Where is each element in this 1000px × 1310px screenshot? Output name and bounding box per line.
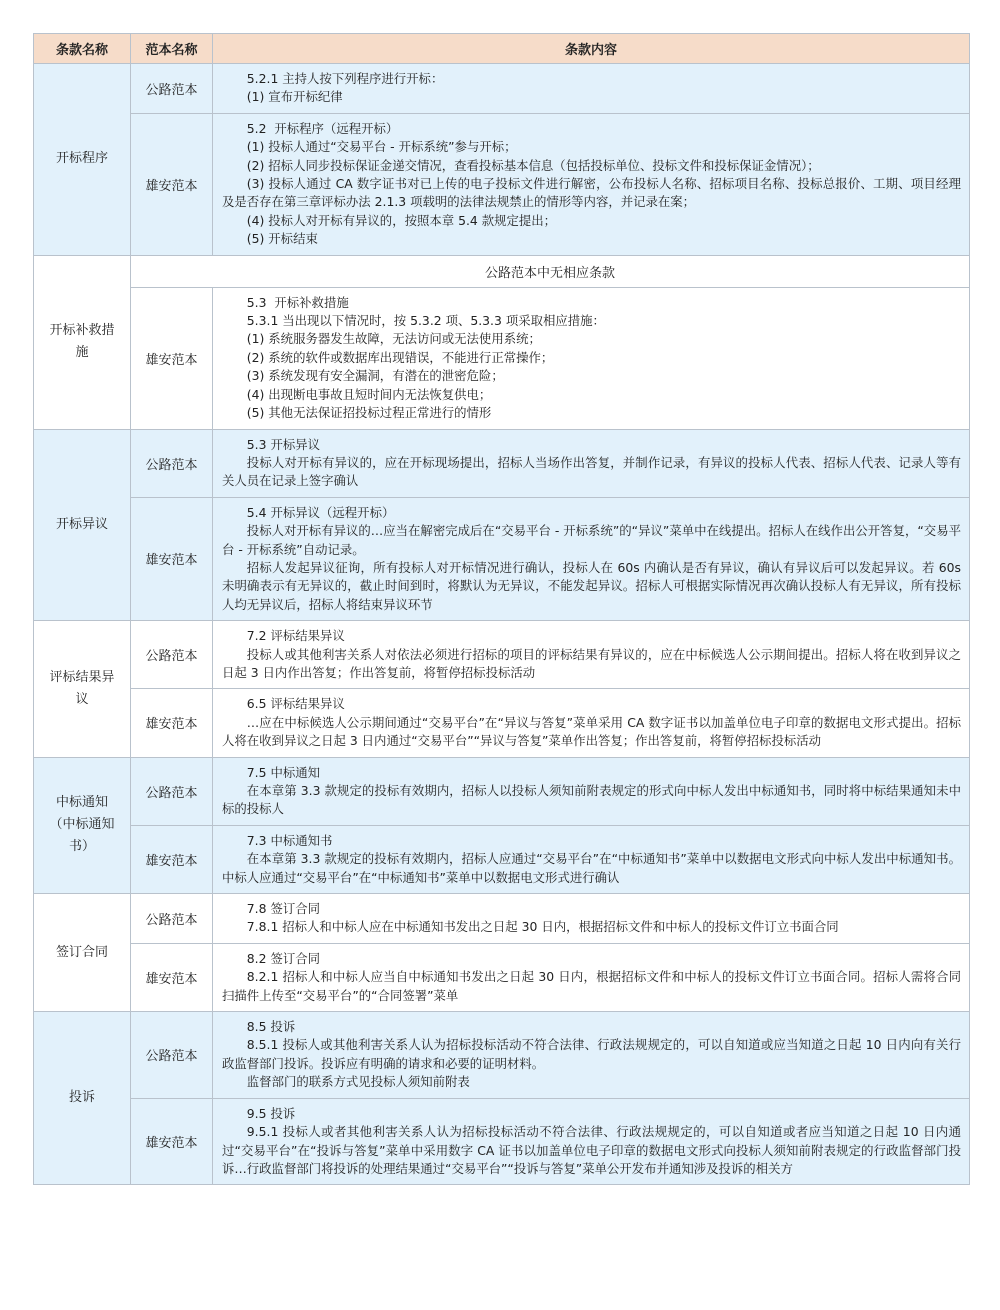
clause-content-cell <box>213 825 970 893</box>
table-row <box>34 757 970 825</box>
model-name-cell: 公路范本 <box>131 757 213 825</box>
clause-content-cell <box>213 757 970 825</box>
clause-name-cell: 开标补救措施 <box>34 255 131 429</box>
clause-content-cell <box>213 64 970 114</box>
clause-text-line: …应在中标候选人公示期间通过“交易平台”在“异议与答复”菜单采用 CA 数字证书以加盖单位电子印章的数据电文形式提出。招标人将在收到异议之日起 3 日内通过“交易平台”“异议与答复”菜单作出答复；作出答复前，将暂停招标投标活动 <box>222 714 961 749</box>
clause-text-line: (1) 宣布开标纪律 <box>246 89 343 105</box>
clause-text-line: 8.2.1 招标人和中标人应当自中标通知书发出之日起 30 日内，根据招标文件和中标人的投标文件订立书面合同。招标人需将合同扫描件上传至“交易平台”的“合同签署”菜单 <box>222 969 961 1003</box>
clause-name-cell: 评标结果异议 <box>34 621 131 757</box>
clause-text-line: 7.2 评标结果异议 <box>246 628 345 644</box>
clause-text-line: (1) 投标人通过“交易平台 - 开标系统”参与开标； <box>246 139 517 155</box>
clause-content-cell <box>213 429 970 497</box>
header-clause-name: 条款名称 <box>34 34 131 64</box>
clause-text-line: 5.2.1 主持人按下列程序进行开标： <box>246 71 444 86</box>
model-name-cell: 公路范本 <box>131 64 213 114</box>
clause-content-cell <box>213 1098 970 1185</box>
clause-comparison-table-wrapper <box>33 33 969 1185</box>
table-header-row <box>34 34 970 64</box>
clause-text-line: (2) 招标人同步投标保证金递交情况，查看投标基本信息（包括投标单位、投标文件和投标保证金情况）； <box>246 157 820 173</box>
clause-content-cell <box>213 894 970 944</box>
clause-text-line: (5) 开标结束 <box>246 231 318 247</box>
table-row <box>34 287 970 429</box>
table-row <box>34 113 970 255</box>
clause-text-line: 7.8 签订合同 <box>246 901 321 917</box>
table-row <box>34 497 970 620</box>
clause-content-cell <box>213 689 970 757</box>
clause-text-line: 5.4 开标异议（远程开标） <box>246 504 395 520</box>
model-name-cell: 公路范本 <box>131 429 213 497</box>
clause-text-line: (3) 投标人通过 CA 数字证书对已上传的电子投标文件进行解密，公布投标人名称、招标项目名称、投标总报价、工期、项目经理及是否存在第三章评标办法 2.1.3 项载明的法律法规禁止的情形等内容，并记录在案； <box>222 176 961 210</box>
clause-text-line: (5) 其他无法保证招投标过程正常进行的情形 <box>246 405 492 421</box>
clause-text-line: (1) 系统服务器发生故障，无法访问或无法使用系统； <box>246 331 541 347</box>
table-row <box>34 1098 970 1185</box>
clause-text-line: (2) 系统的软件或数据库出现错误，不能进行正常操作； <box>246 349 554 365</box>
header-clause-content: 条款内容 <box>213 34 970 64</box>
clause-text-line: 5.3.1 当出现以下情况时，按 5.3.2 项、5.3.3 项采取相应措施： <box>246 313 605 329</box>
clause-name-cell: 投诉 <box>34 1012 131 1185</box>
clause-content-cell <box>213 1012 970 1099</box>
clause-name-cell: 开标异议 <box>34 429 131 621</box>
table-body <box>34 64 970 1185</box>
model-name-cell: 公路范本 <box>131 1012 213 1099</box>
clause-text-line: 投标人对开标有异议的…应当在解密完成后在“交易平台 - 开标系统”的“异议”菜单中在线提出。招标人在线作出公开答复，“交易平台 - 开标系统”自动记录。 <box>222 523 961 557</box>
table-row <box>34 689 970 757</box>
clause-content-cell <box>213 943 970 1011</box>
clause-text-line: 7.8.1 招标人和中标人应在中标通知书发出之日起 30 日内，根据招标文件和中标人的投标文件订立书面合同 <box>246 919 839 935</box>
clause-content-cell <box>213 287 970 429</box>
model-name-cell: 雄安范本 <box>131 943 213 1011</box>
table-row <box>34 825 970 893</box>
table-row <box>34 255 970 287</box>
table-row <box>34 943 970 1011</box>
clause-comparison-table <box>33 33 970 1185</box>
model-name-cell: 公路范本 <box>131 894 213 944</box>
clause-text-line: 8.5.1 投标人或其他利害关系人认为招标投标活动不符合法律、行政法规规定的，可以自知道或应当知道之日起 10 日内向有关行政监督部门投诉。投诉应有明确的请求和必要的证明材料。 <box>222 1037 961 1071</box>
clause-text-line: 5.3 开标异议 <box>246 436 321 452</box>
model-name-cell: 雄安范本 <box>131 689 213 757</box>
clause-text-line: 8.2 签订合同 <box>246 950 321 966</box>
clause-text-line: (4) 投标人对开标有异议的，按照本章 5.4 款规定提出； <box>246 212 557 228</box>
table-row <box>34 64 970 114</box>
clause-content-cell <box>213 621 970 689</box>
no-matching-clause-cell: 公路范本中无相应条款 <box>131 255 970 287</box>
model-name-cell: 雄安范本 <box>131 113 213 255</box>
model-name-cell: 雄安范本 <box>131 497 213 620</box>
table-row <box>34 429 970 497</box>
clause-name-cell: 签订合同 <box>34 894 131 1012</box>
table-row <box>34 894 970 944</box>
clause-text-line: 在本章第 3.3 款规定的投标有效期内，招标人以投标人须知前附表规定的形式向中标人发出中标通知书，同时将中标结果通知未中标的投标人 <box>222 783 961 817</box>
model-name-cell: 雄安范本 <box>131 287 213 429</box>
header-model-name: 范本名称 <box>131 34 213 64</box>
clause-name-cell: 开标程序 <box>34 64 131 256</box>
clause-content-cell <box>213 113 970 255</box>
clause-text-line: 6.5 评标结果异议 <box>246 696 345 712</box>
clause-text-line: 9.5 投诉 <box>246 1105 296 1121</box>
clause-text-line: (3) 系统发现有安全漏洞，有潜在的泄密危险； <box>246 368 504 384</box>
clause-text-line: 7.5 中标通知 <box>246 764 321 780</box>
clause-content-cell <box>213 497 970 620</box>
model-name-cell: 雄安范本 <box>131 1098 213 1185</box>
clause-text-line: 5.2 开标程序（远程开标） <box>246 120 399 136</box>
clause-text-line: 9.5.1 投标人或者其他利害关系人认为招标投标活动不符合法律、行政法规规定的，可以自知道或者应当知道之日起 10 日内通过“交易平台”在“投诉与答复”菜单中采用数字 CA 证书以加盖单位电子印章的数据电文形式向投标人须知前附表规定的行政监督部门投诉…行政监督部门将投诉的处理结果通过“交易平台”“投诉与答复”菜单公开发布并通知涉及投诉的相关方 <box>222 1124 961 1176</box>
clause-name-cell: 中标通知（中标通知书） <box>34 757 131 893</box>
clause-text-line: 5.3 开标补救措施 <box>246 294 349 310</box>
model-name-cell: 公路范本 <box>131 621 213 689</box>
clause-text-line: 在本章第 3.3 款规定的投标有效期内，招标人应通过“交易平台”在“中标通知书”菜单中以数据电文形式向中标人发出中标通知书。中标人应通过“交易平台”在“中标通知书”菜单中以数据电文形式进行确认 <box>222 851 961 885</box>
clause-text-line: 招标人发起异议征询，所有投标人对开标情况进行确认，投标人在 60s 内确认是否有异议，确认有异议后可以发起异议。若 60s 未明确表示有无异议的，截止时间到时，将默认为无异议，不能发起异议。招标人可根据实际情况再次确认投标人有无异议，所有投标人均无异议后，招标人将结束异议环节 <box>222 559 965 612</box>
clause-text-line: 监督部门的联系方式见投标人须知前附表 <box>246 1074 470 1090</box>
table-row <box>34 621 970 689</box>
table-row <box>34 1012 970 1099</box>
clause-text-line: 8.5 投诉 <box>246 1019 296 1035</box>
clause-text-line: (4) 出现断电事故且短时间内无法恢复供电； <box>246 386 492 402</box>
clause-text-line: 投标人对开标有异议的，应在开标现场提出，招标人当场作出答复，并制作记录，有异议的投标人代表、招标人代表、记录人等有关人员在记录上签字确认 <box>222 454 961 489</box>
clause-text-line: 7.3 中标通知书 <box>246 832 333 848</box>
clause-text-line: 投标人或其他利害关系人对依法必须进行招标的项目的评标结果有异议的，应在中标候选人公示期间提出。招标人将在收到异议之日起 3 日内作出答复；作出答复前，将暂停招标投标活动 <box>222 646 961 680</box>
model-name-cell: 雄安范本 <box>131 825 213 893</box>
